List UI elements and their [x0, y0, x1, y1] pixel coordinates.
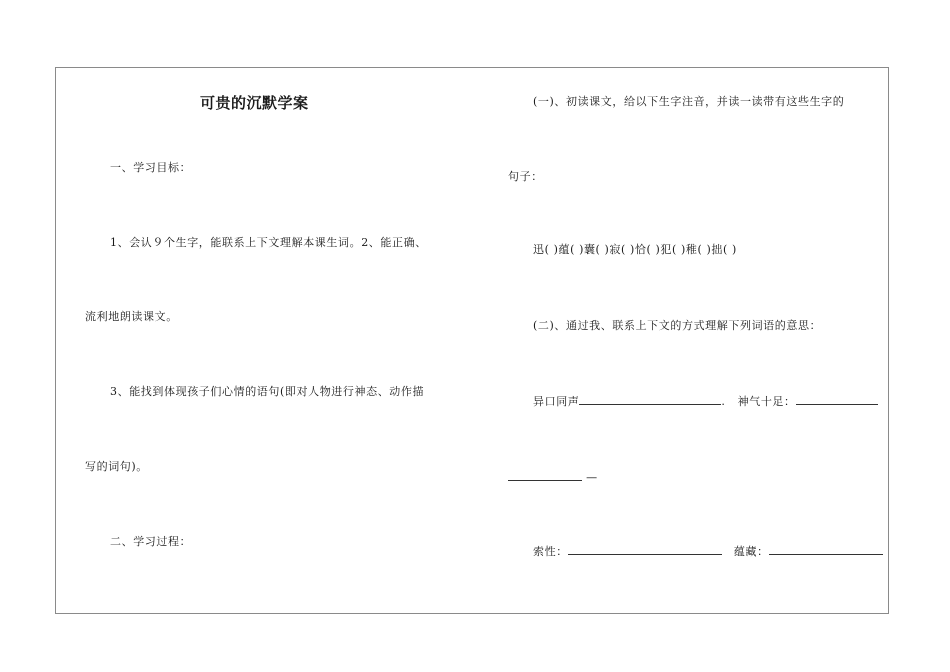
goal-1-line2: 流利地朗读课文。: [85, 310, 178, 323]
goals-heading: 一、学习目标：: [110, 161, 192, 174]
part2-heading: (二)、通过我、联系上下文的方式理解下列词语的意思：: [533, 319, 822, 332]
answer-blank-3[interactable]: [568, 544, 722, 555]
term-row-2: [508, 470, 598, 485]
pinyin-characters-line: 迅( )蕴( )囊( )寂( )恰( )犯( )稚( )拙( ): [533, 243, 737, 256]
term-yikoutongsheng: 异口同声: [533, 395, 580, 408]
term-shenqishizu: 神气十足：: [737, 395, 796, 408]
answer-blank-1[interactable]: [579, 394, 721, 405]
answer-blank-2-continued[interactable]: [508, 470, 582, 481]
term-row-3: [533, 544, 883, 559]
term-row-1: [533, 394, 878, 409]
process-heading: 二、学习过程：: [110, 535, 192, 548]
goal-1-line1: 1、会认９个生字，能联系上下文理解本课生词。2、能正确、: [110, 236, 427, 249]
term-suoxing: 索性：: [533, 545, 568, 558]
term-separator: .: [721, 395, 726, 408]
page-frame: [55, 67, 889, 614]
part1-instruction-line1: (一)、初读课文，给以下生字注音，并读一读带有这些生字的: [533, 95, 845, 108]
trailing-dash: —: [586, 471, 598, 484]
answer-blank-2[interactable]: [796, 394, 878, 405]
answer-blank-4[interactable]: [769, 544, 883, 555]
term-yuncang: 蕴藏：: [733, 545, 769, 558]
goal-3-line2: 写的词句)。: [85, 460, 148, 473]
document-title: 可贵的沉默学案: [200, 94, 309, 112]
goal-3-line1: 3、能找到体现孩子们心情的语句(即对人物进行神态、动作描: [110, 385, 425, 398]
part1-instruction-line2: 句子：: [508, 170, 543, 183]
